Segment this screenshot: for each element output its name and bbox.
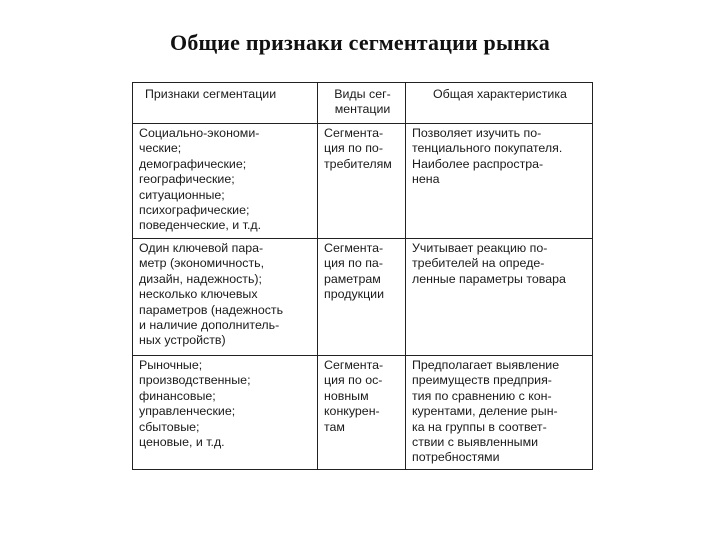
header-types: Виды сег- ментации [318, 83, 406, 124]
row2-characteristic: Учитывает реакцию по- требителей на опреде- ленные параметры товара [406, 239, 592, 356]
row1-type: Сегмента- ция по по- требителям [318, 124, 406, 239]
row3-signs: Рыночные; производственные; финансовые; управленческие; сбытовые; ценовые, и т.д. [133, 356, 318, 469]
segmentation-table [132, 82, 593, 470]
page-title: Общие признаки сегментации рынка [170, 30, 550, 55]
header-characteristic: Общая характеристика [406, 83, 592, 124]
row2-type: Сегмента- ция по па- раметрам продукции [318, 239, 406, 356]
row2-signs: Один ключевой пара- метр (экономичность, дизайн, надежность); несколько ключевых параметров (надежность и наличие дополнитель- ных устройств) [133, 239, 318, 356]
row3-characteristic: Предполагает выявление преимуществ предприя- тия по сравнению с кон- курентами, деление рын- ка на группы в соответ- ствии с выявленными потребностями [412, 358, 560, 465]
row3-type: Сегмента- ция по ос- новным конкурен- там [318, 356, 406, 469]
row1-characteristic: Позволяет изучить по- тенциального покупателя. Наиболее распростра- нена [406, 124, 592, 239]
header-signs: Признаки сегментации [133, 83, 318, 124]
row1-signs: Социально-экономи- ческие; демографические; географические; ситуационные; психографические; поведенческие, и т.д. [133, 124, 318, 239]
